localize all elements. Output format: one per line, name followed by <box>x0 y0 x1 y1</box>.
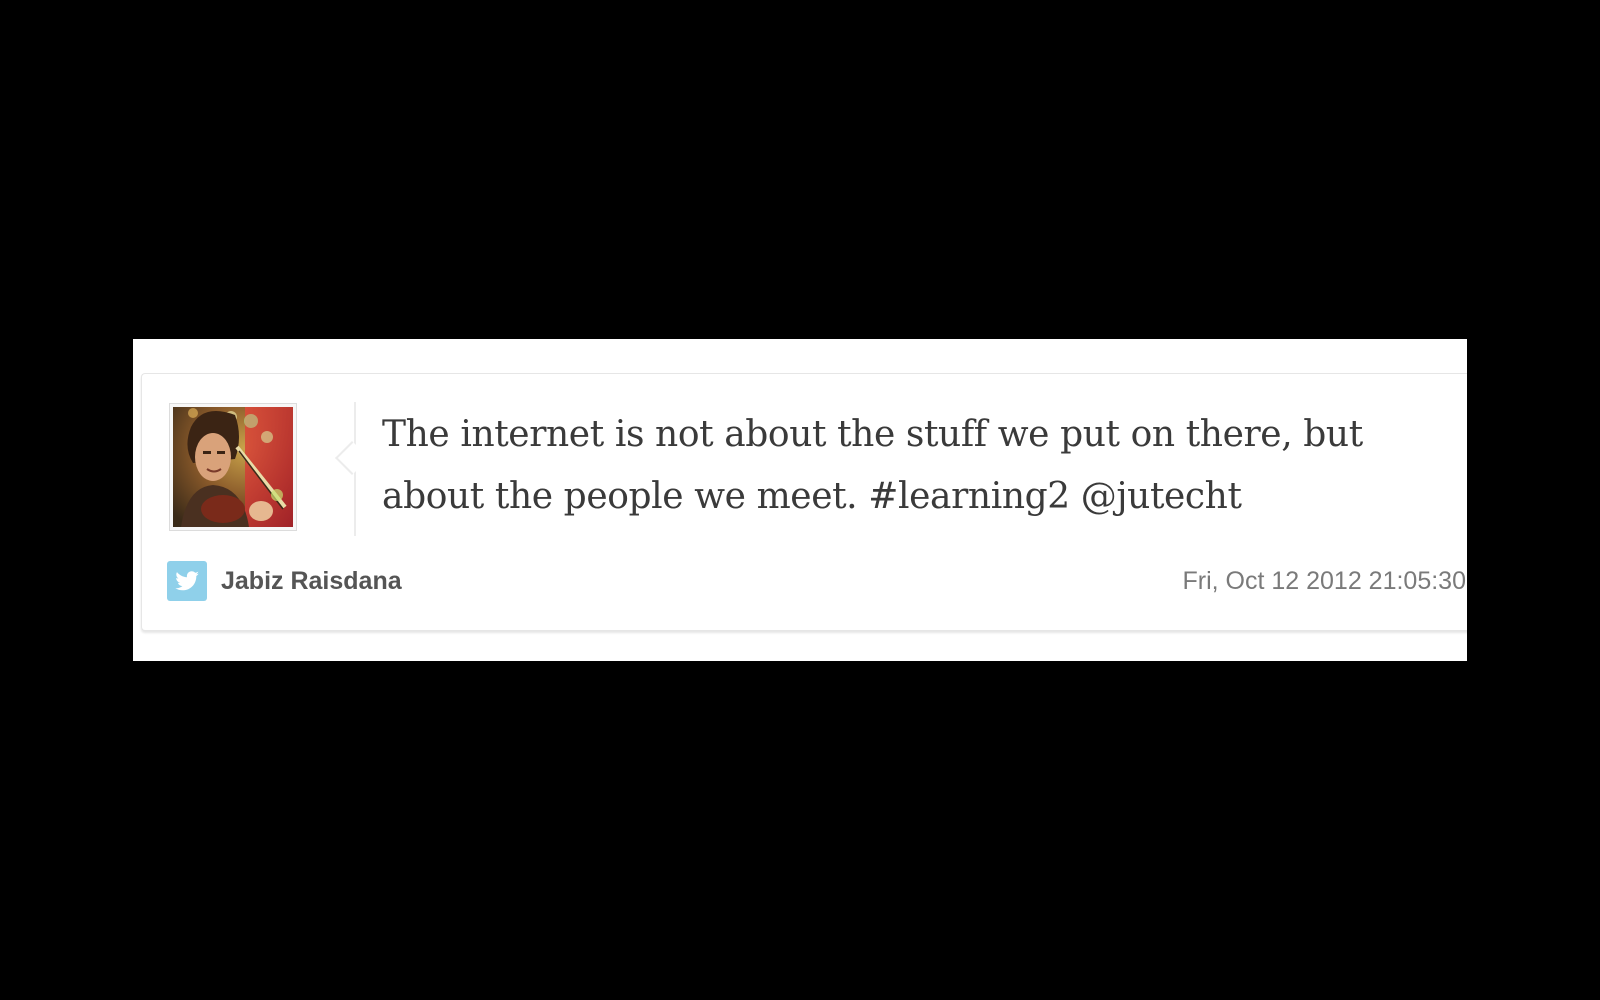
avatar-photo-icon <box>173 407 293 527</box>
twitter-bird-icon[interactable] <box>167 561 207 601</box>
tweet-text: The internet is not about the stuff we put on there, but about the people we meet. #learning2 @jutecht <box>382 414 1363 517</box>
embed-panel <box>133 339 1467 661</box>
tweet-timestamp[interactable]: Fri, Oct 12 2012 21:05:30 <box>1182 567 1466 595</box>
tweet-footer-source <box>167 561 402 601</box>
tweet-card <box>141 373 1467 631</box>
author-avatar[interactable] <box>169 403 297 531</box>
author-name[interactable]: Jabiz Raisdana <box>221 566 402 595</box>
bubble-pointer <box>335 441 369 475</box>
